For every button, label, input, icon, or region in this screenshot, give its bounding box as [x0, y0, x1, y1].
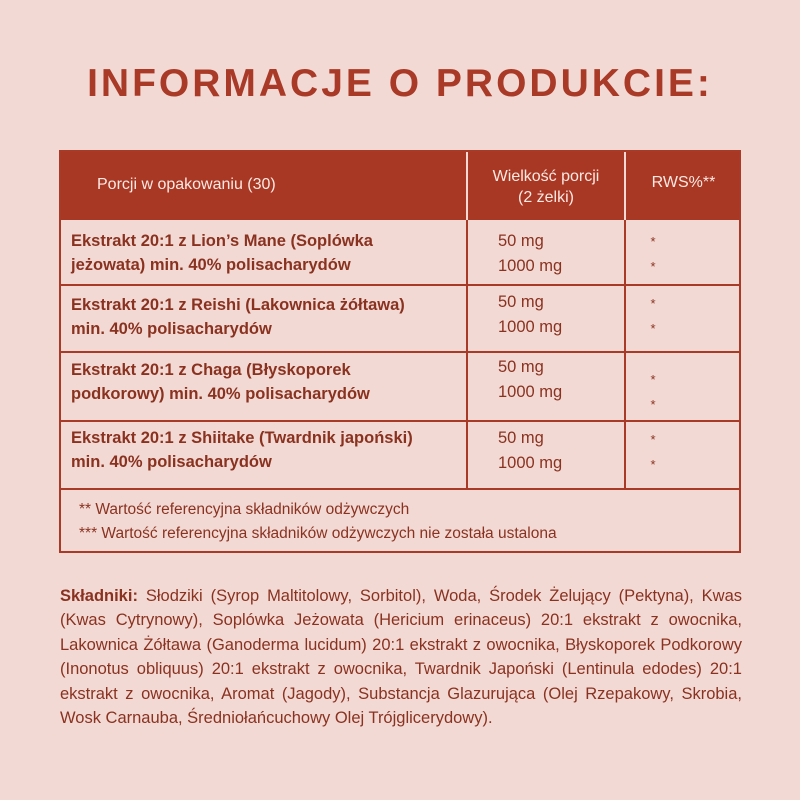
- rws-values: [646, 427, 660, 477]
- ingredients-text: Słodziki (Syrop Maltitolowy, Sorbitol), Woda, Środek Żelujący (Pektyna), Kwas (Kwas Cytrynowy), Soplówka Jeżowata (Hericium erinaceus) 20:1 ekstrakt z owocnika, Lakownica Żółtawa (Ganoderma lucidum) 20:1 ekstrakt z owocnika, Błyskoporek Podkorowy (Inonotus obliquus) 20:1 ekstrakt z owocnika, Twardnik Japoński (Lentinula edodes) 20:1 ekstrakt z owocnika, Aromat (Jagody), Substancja Glazurująca (Olej Rzepakowy, Skrobia, Wosk Carnauba, Średniołańcuchowy Olej Trójglicerydowy).: [60, 587, 742, 728]
- header-rws: RWS%**: [651, 174, 716, 191]
- value-daily: 1000 mg: [498, 257, 563, 275]
- page-title: INFORMACJE O PRODUKCIE:: [87, 62, 713, 105]
- table-footnotes: [79, 498, 557, 546]
- header-divider: [624, 152, 626, 220]
- rws-mark: *: [650, 432, 656, 447]
- header-serving-size-line1: Wielkość porcji: [492, 168, 600, 185]
- rws-mark: *: [650, 234, 656, 249]
- rws-values: [646, 367, 660, 417]
- ingredient-name-line1: Ekstrakt 20:1 z Reishi (Lakownica żółtawa): [71, 296, 405, 314]
- ingredient-name-line1: Ekstrakt 20:1 z Shiitake (Twardnik japoński): [71, 429, 413, 447]
- rws-mark: *: [650, 296, 656, 311]
- table-row: [61, 286, 739, 351]
- value-serving: 50 mg: [498, 232, 544, 250]
- header-servings-per-package: Porcji w opakowaniu (30): [97, 176, 276, 193]
- value-daily: 1000 mg: [498, 383, 563, 401]
- value-serving: 50 mg: [498, 358, 544, 376]
- footnote-rws: ** Wartość referencyjna składników odżywczych: [79, 501, 410, 518]
- rws-mark: *: [650, 259, 656, 274]
- ingredient-name-line1: Ekstrakt 20:1 z Chaga (Błyskoporek: [71, 361, 351, 379]
- rws-values: [646, 291, 660, 341]
- value-serving: 50 mg: [498, 429, 544, 447]
- table-header: [61, 152, 739, 220]
- rws-mark: *: [650, 457, 656, 472]
- serving-values: [498, 229, 608, 279]
- ingredient-name-line2: min. 40% polisacharydów: [71, 453, 272, 471]
- row-divider: [61, 488, 739, 490]
- nutrition-table: [59, 150, 741, 553]
- rws-mark: *: [650, 321, 656, 336]
- ingredient-name-line2: min. 40% polisacharydów: [71, 320, 272, 338]
- footnote-rws-not-established: *** Wartość referencyjna składników odżywczych nie została ustalona: [79, 525, 557, 542]
- ingredient-name: [71, 229, 461, 277]
- ingredient-name: [71, 293, 461, 341]
- rws-values: [646, 229, 660, 279]
- table-row: [61, 353, 739, 420]
- value-serving: 50 mg: [498, 293, 544, 311]
- serving-values: [498, 426, 608, 476]
- header-divider: [466, 152, 468, 220]
- table-row: [61, 422, 739, 488]
- header-serving-size-line2: (2 żelki): [517, 189, 574, 206]
- ingredient-name: [71, 426, 461, 474]
- table-row: [61, 220, 739, 284]
- rws-mark: *: [650, 372, 656, 387]
- serving-values: [498, 355, 608, 405]
- ingredient-name: [71, 358, 461, 406]
- value-daily: 1000 mg: [498, 454, 563, 472]
- value-daily: 1000 mg: [498, 318, 563, 336]
- ingredients-section: [60, 584, 742, 730]
- ingredient-name-line2: jeżowata) min. 40% polisacharydów: [71, 256, 351, 274]
- rws-mark: *: [650, 397, 656, 412]
- header-serving-size: [466, 166, 626, 208]
- serving-values: [498, 290, 608, 340]
- ingredient-name-line1: Ekstrakt 20:1 z Lion’s Mane (Soplówka: [71, 232, 373, 250]
- ingredients-label: Składniki:: [60, 587, 138, 605]
- ingredient-name-line2: podkorowy) min. 40% polisacharydów: [71, 385, 370, 403]
